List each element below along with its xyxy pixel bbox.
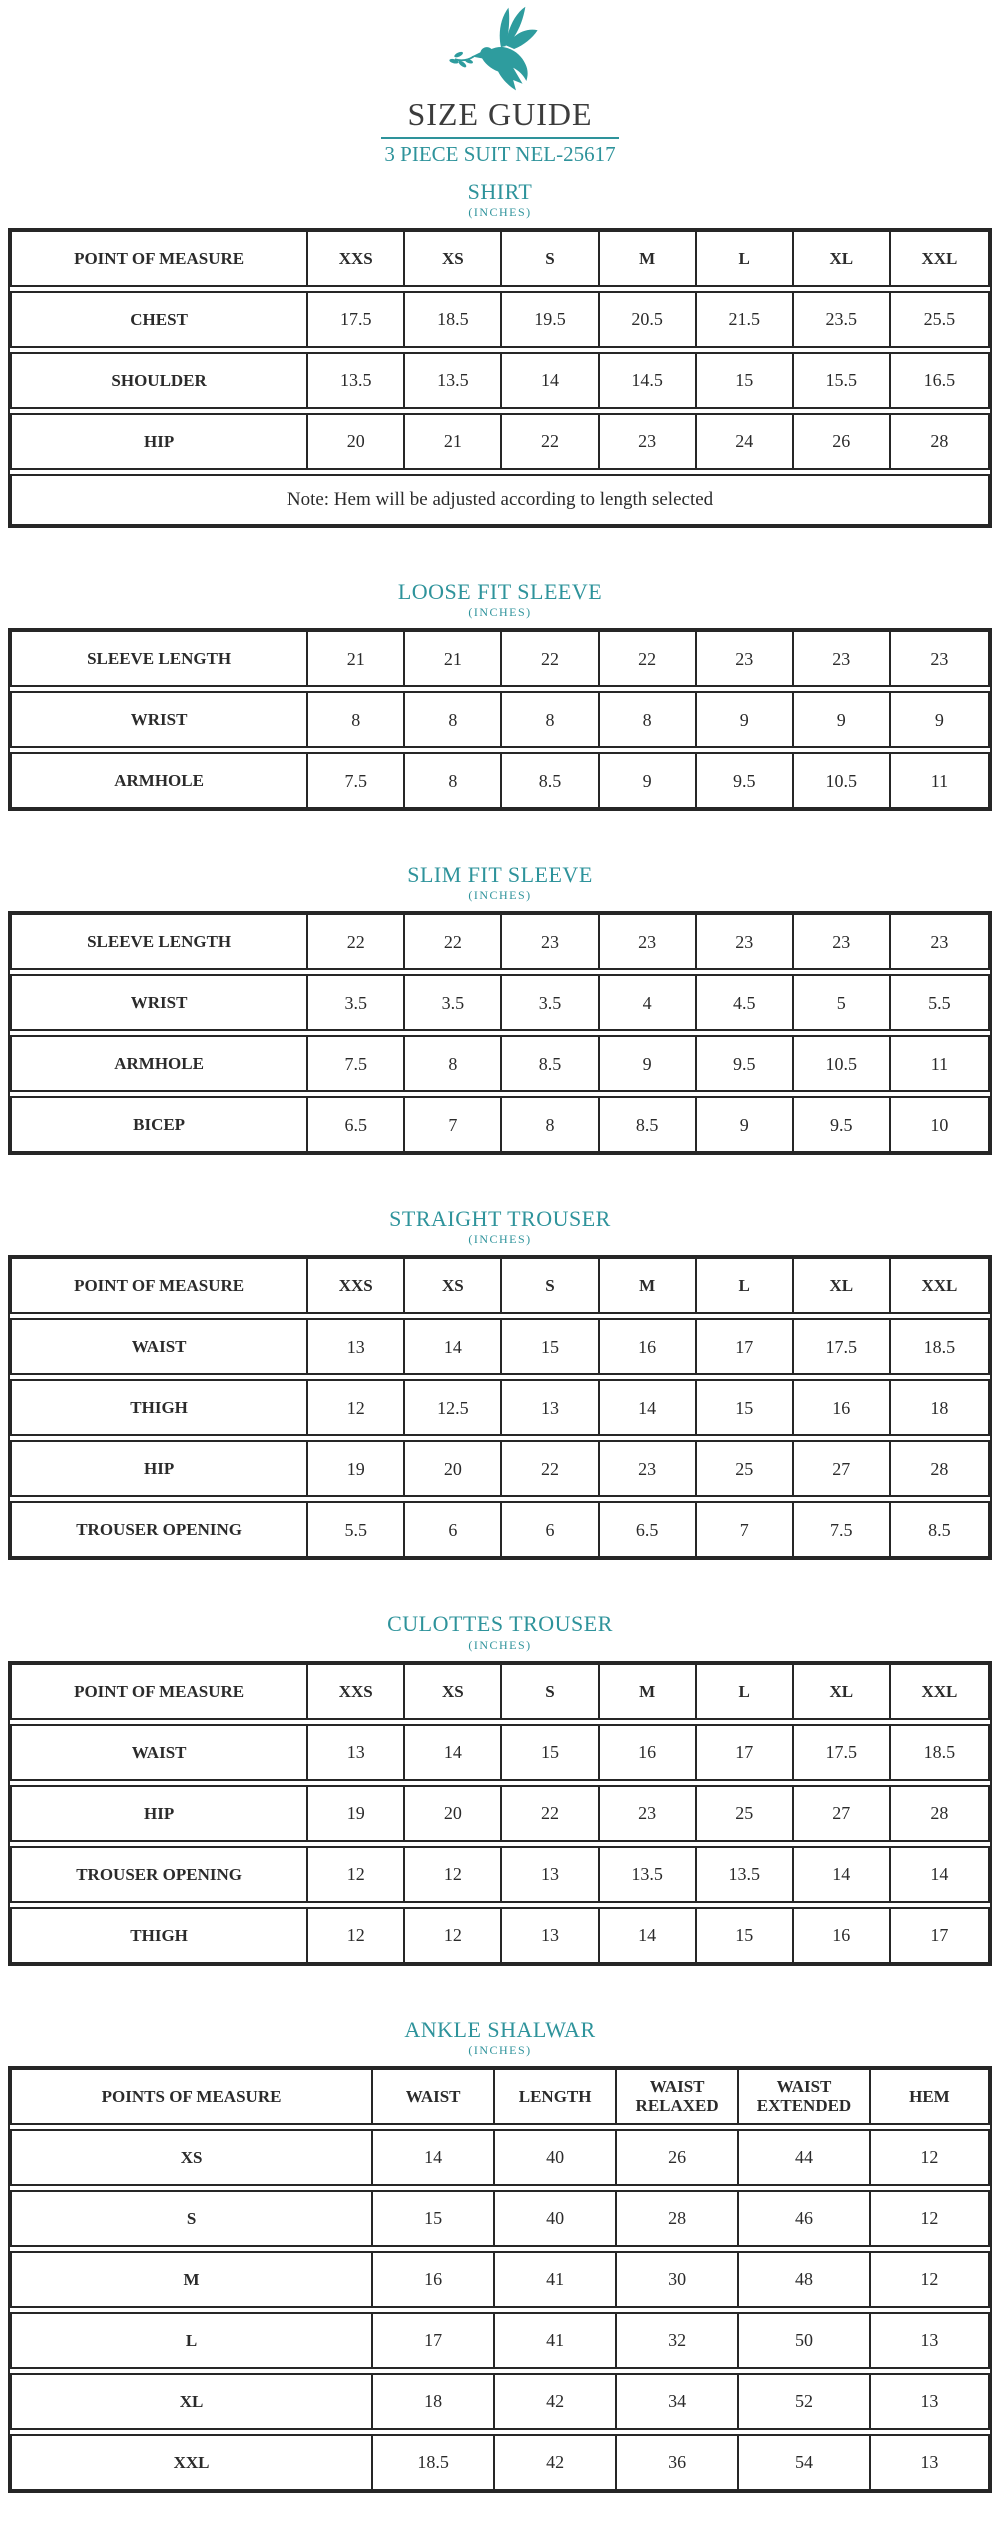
value-cell: 26 xyxy=(617,2131,739,2184)
row-label-cell: THIGH xyxy=(12,1909,308,1962)
culottes-trouser-table xyxy=(8,1661,992,1966)
header-size-cell: XXS xyxy=(308,1665,405,1718)
section-title: STRAIGHT TROUSER xyxy=(389,1206,611,1232)
row-label-cell: ARMHOLE xyxy=(12,754,308,807)
table-row xyxy=(10,352,990,409)
value-cell: 13.5 xyxy=(600,1848,697,1901)
value-cell: 17.5 xyxy=(794,1726,891,1779)
value-cell: 36 xyxy=(617,2436,739,2489)
section-straight-trouser xyxy=(0,1207,1000,1560)
value-cell: 23 xyxy=(697,632,794,685)
header-size-cell: S xyxy=(502,1259,599,1312)
section-title: LOOSE FIT SLEEVE xyxy=(397,578,603,604)
value-cell: 30 xyxy=(617,2253,739,2306)
ankle-shalwar-table xyxy=(8,2066,992,2493)
header-size-cell: WAIST xyxy=(373,2070,495,2123)
row-label-cell: WRIST xyxy=(12,693,308,746)
value-cell: 13 xyxy=(920,2391,939,2412)
value-cell: 5 xyxy=(794,976,891,1029)
header-size-cell: L xyxy=(697,1259,794,1312)
section-shirt xyxy=(0,180,1000,528)
value-cell: 13.5 xyxy=(405,354,502,407)
header-size-cell: XXS xyxy=(308,232,405,285)
header-size-cell: XL xyxy=(794,1665,891,1718)
value-cell: 28 xyxy=(617,2192,739,2245)
value-cell: 7.5 xyxy=(308,1037,405,1090)
value-cell: 11 xyxy=(930,1053,949,1074)
page-subtitle: 3 PIECE SUIT NEL-25617 xyxy=(384,141,616,166)
row-label-cell: S xyxy=(12,2192,373,2245)
value-cell: 20 xyxy=(405,1442,502,1495)
units-label: (INCHES) xyxy=(468,605,532,620)
header-size-cell: LENGTH xyxy=(495,2070,617,2123)
value-cell: 50 xyxy=(739,2314,871,2367)
value-cell: 8.5 xyxy=(502,754,599,807)
value-cell: 46 xyxy=(739,2192,871,2245)
value-cell: 9.5 xyxy=(697,754,794,807)
section-title: ANKLE SHALWAR xyxy=(404,2016,596,2042)
value-cell: 7.5 xyxy=(308,754,405,807)
header-size-cell: S xyxy=(502,1665,599,1718)
header-size-cell: XL xyxy=(794,232,891,285)
value-cell: 23 xyxy=(600,1442,697,1495)
table-row xyxy=(10,691,990,748)
value-cell: 5.5 xyxy=(928,992,951,1013)
row-label-cell: WRIST xyxy=(12,976,308,1029)
table-row xyxy=(10,1035,990,1092)
value-cell: 14 xyxy=(502,354,599,407)
header-size-cell: XS xyxy=(405,232,502,285)
value-cell: 18.5 xyxy=(405,293,502,346)
table-row xyxy=(10,291,990,348)
header-size-cell: XXL xyxy=(921,248,958,268)
value-cell: 23 xyxy=(600,1787,697,1840)
value-cell: 23 xyxy=(600,915,697,968)
value-cell: 5.5 xyxy=(308,1503,405,1556)
dove-olive-branch-icon xyxy=(0,2,1000,98)
value-cell: 12 xyxy=(308,1381,405,1434)
value-cell: 34 xyxy=(617,2375,739,2428)
header-size-cell: XXL xyxy=(921,1276,958,1296)
table-row xyxy=(10,1846,990,1903)
value-cell: 17 xyxy=(697,1726,794,1779)
value-cell: 6 xyxy=(502,1503,599,1556)
value-cell: 17 xyxy=(373,2314,495,2367)
value-cell: 15 xyxy=(502,1320,599,1373)
value-cell: 16.5 xyxy=(923,370,956,391)
value-cell: 13 xyxy=(502,1381,599,1434)
value-cell: 13 xyxy=(502,1909,599,1962)
value-cell: 8.5 xyxy=(928,1519,951,1540)
header-size-cell: XXL xyxy=(921,1681,958,1701)
table-header-row xyxy=(10,1663,990,1720)
straight-trouser-table xyxy=(8,1255,992,1560)
value-cell: 22 xyxy=(502,1787,599,1840)
row-label-cell: XL xyxy=(12,2375,373,2428)
value-cell: 18 xyxy=(373,2375,495,2428)
value-cell: 4.5 xyxy=(697,976,794,1029)
page-title: SIZE GUIDE xyxy=(407,96,593,132)
value-cell: 6.5 xyxy=(308,1098,405,1151)
value-cell: 14.5 xyxy=(600,354,697,407)
value-cell: 14 xyxy=(405,1726,502,1779)
table-row xyxy=(10,2190,990,2247)
header-size-cell: XL xyxy=(794,1259,891,1312)
value-cell: 42 xyxy=(495,2436,617,2489)
value-cell: 27 xyxy=(794,1442,891,1495)
value-cell: 7 xyxy=(697,1503,794,1556)
table-row xyxy=(10,2373,990,2430)
value-cell: 23.5 xyxy=(794,293,891,346)
value-cell: 19.5 xyxy=(502,293,599,346)
row-label-cell: ARMHOLE xyxy=(12,1037,308,1090)
row-label-cell: M xyxy=(12,2253,373,2306)
header-size-cell: WAIST EXTENDED xyxy=(739,2070,871,2123)
header-size-cell: HEM xyxy=(909,2086,950,2106)
value-cell: 52 xyxy=(739,2375,871,2428)
row-label-cell: WAIST xyxy=(12,1320,308,1373)
value-cell: 23 xyxy=(600,415,697,468)
value-cell: 23 xyxy=(794,632,891,685)
value-cell: 16 xyxy=(600,1726,697,1779)
value-cell: 7 xyxy=(405,1098,502,1151)
value-cell: 19 xyxy=(308,1787,405,1840)
value-cell: 40 xyxy=(495,2192,617,2245)
value-cell: 8 xyxy=(502,693,599,746)
table-row xyxy=(10,1907,990,1964)
section-slim-fit-sleeve xyxy=(0,863,1000,1155)
table-row xyxy=(10,913,990,970)
value-cell: 28 xyxy=(930,1803,949,1824)
value-cell: 21.5 xyxy=(697,293,794,346)
table-row xyxy=(10,1724,990,1781)
row-label-cell: HIP xyxy=(12,1442,308,1495)
units-label: (INCHES) xyxy=(468,1232,532,1247)
units-label: (INCHES) xyxy=(468,1637,532,1652)
table-row xyxy=(10,1785,990,1842)
value-cell: 21 xyxy=(405,632,502,685)
value-cell: 9 xyxy=(934,709,944,730)
value-cell: 28 xyxy=(930,431,949,452)
title-underline xyxy=(381,137,619,139)
value-cell: 22 xyxy=(308,915,405,968)
value-cell: 25 xyxy=(697,1442,794,1495)
row-label-cell: SHOULDER xyxy=(12,354,308,407)
value-cell: 9.5 xyxy=(794,1098,891,1151)
value-cell: 8 xyxy=(502,1098,599,1151)
value-cell: 3.5 xyxy=(405,976,502,1029)
value-cell: 15 xyxy=(697,354,794,407)
row-label-cell: L xyxy=(12,2314,373,2367)
value-cell: 15.5 xyxy=(794,354,891,407)
value-cell: 12 xyxy=(920,2269,939,2290)
table-header-row xyxy=(10,230,990,287)
value-cell: 8 xyxy=(405,693,502,746)
value-cell: 12 xyxy=(308,1909,405,1962)
value-cell: 23 xyxy=(697,915,794,968)
section-culottes-trouser xyxy=(0,1612,1000,1965)
value-cell: 17.5 xyxy=(794,1320,891,1373)
value-cell: 16 xyxy=(600,1320,697,1373)
table-row xyxy=(10,630,990,687)
value-cell: 14 xyxy=(600,1381,697,1434)
note-row xyxy=(10,474,990,526)
value-cell: 13.5 xyxy=(697,1848,794,1901)
value-cell: 18.5 xyxy=(373,2436,495,2489)
value-cell: 44 xyxy=(739,2131,871,2184)
value-cell: 15 xyxy=(697,1381,794,1434)
section-title: SLIM FIT SLEEVE xyxy=(407,862,593,888)
value-cell: 22 xyxy=(502,415,599,468)
value-cell: 15 xyxy=(502,1726,599,1779)
table-row xyxy=(10,2434,990,2491)
value-cell: 12 xyxy=(920,2208,939,2229)
header-size-cell: XXS xyxy=(308,1259,405,1312)
value-cell: 12 xyxy=(308,1848,405,1901)
value-cell: 42 xyxy=(495,2375,617,2428)
row-label-cell: TROUSER OPENING xyxy=(12,1848,308,1901)
table-row xyxy=(10,1096,990,1153)
header-size-cell: XS xyxy=(405,1665,502,1718)
value-cell: 10.5 xyxy=(794,1037,891,1090)
row-label-cell: HIP xyxy=(12,415,308,468)
row-label-cell: XXL xyxy=(12,2436,373,2489)
row-label-cell: BICEP xyxy=(12,1098,308,1151)
value-cell: 21 xyxy=(308,632,405,685)
header-label-cell: POINT OF MEASURE xyxy=(12,1259,308,1312)
value-cell: 13 xyxy=(308,1726,405,1779)
value-cell: 18.5 xyxy=(923,1336,956,1357)
section-title: CULOTTES TROUSER xyxy=(387,1611,613,1637)
value-cell: 13 xyxy=(920,2452,939,2473)
value-cell: 11 xyxy=(930,770,949,791)
value-cell: 23 xyxy=(794,915,891,968)
value-cell: 16 xyxy=(373,2253,495,2306)
value-cell: 13 xyxy=(308,1320,405,1373)
header-size-cell: M xyxy=(600,232,697,285)
table-row xyxy=(10,413,990,470)
table-row xyxy=(10,2312,990,2369)
value-cell: 22 xyxy=(600,632,697,685)
value-cell: 9 xyxy=(697,1098,794,1151)
section-loose-fit-sleeve xyxy=(0,580,1000,811)
header-label-cell: POINT OF MEASURE xyxy=(12,232,308,285)
value-cell: 16 xyxy=(794,1909,891,1962)
value-cell: 17 xyxy=(930,1925,949,1946)
units-label: (INCHES) xyxy=(468,2042,532,2057)
slim-fit-sleeve-table xyxy=(8,911,992,1155)
header-size-cell: XS xyxy=(405,1259,502,1312)
value-cell: 20.5 xyxy=(600,293,697,346)
value-cell: 8.5 xyxy=(600,1098,697,1151)
value-cell: 14 xyxy=(930,1864,949,1885)
value-cell: 13 xyxy=(502,1848,599,1901)
value-cell: 22 xyxy=(502,632,599,685)
row-label-cell: CHEST xyxy=(12,293,308,346)
value-cell: 40 xyxy=(495,2131,617,2184)
value-cell: 27 xyxy=(794,1787,891,1840)
value-cell: 6.5 xyxy=(600,1503,697,1556)
value-cell: 15 xyxy=(373,2192,495,2245)
section-title: SHIRT xyxy=(467,178,533,204)
row-label-cell: TROUSER OPENING xyxy=(12,1503,308,1556)
row-label-cell: XS xyxy=(12,2131,373,2184)
value-cell: 17.5 xyxy=(308,293,405,346)
loose-fit-sleeve-table xyxy=(8,628,992,811)
value-cell: 21 xyxy=(405,415,502,468)
value-cell: 28 xyxy=(930,1458,949,1479)
value-cell: 7.5 xyxy=(794,1503,891,1556)
brand-header xyxy=(0,0,1000,166)
value-cell: 8 xyxy=(405,754,502,807)
header-size-cell: L xyxy=(697,1665,794,1718)
value-cell: 17 xyxy=(697,1320,794,1373)
value-cell: 3.5 xyxy=(308,976,405,1029)
table-header-row xyxy=(10,2068,990,2125)
value-cell: 9 xyxy=(794,693,891,746)
value-cell: 8.5 xyxy=(502,1037,599,1090)
header-size-cell: S xyxy=(502,232,599,285)
table-row xyxy=(10,1501,990,1558)
value-cell: 23 xyxy=(930,931,949,952)
header-size-cell: WAIST RELAXED xyxy=(617,2070,739,2123)
value-cell: 10 xyxy=(930,1114,949,1135)
value-cell: 8 xyxy=(600,693,697,746)
value-cell: 12 xyxy=(920,2147,939,2168)
value-cell: 20 xyxy=(405,1787,502,1840)
value-cell: 14 xyxy=(794,1848,891,1901)
value-cell: 4 xyxy=(600,976,697,1029)
value-cell: 14 xyxy=(405,1320,502,1373)
table-row xyxy=(10,2251,990,2308)
table-row xyxy=(10,1318,990,1375)
value-cell: 41 xyxy=(495,2253,617,2306)
value-cell: 23 xyxy=(502,915,599,968)
value-cell: 8 xyxy=(308,693,405,746)
value-cell: 14 xyxy=(600,1909,697,1962)
header-label-cell: POINT OF MEASURE xyxy=(12,1665,308,1718)
value-cell: 19 xyxy=(308,1442,405,1495)
value-cell: 25.5 xyxy=(923,309,956,330)
value-cell: 3.5 xyxy=(502,976,599,1029)
value-cell: 13.5 xyxy=(308,354,405,407)
value-cell: 25 xyxy=(697,1787,794,1840)
header-size-cell: M xyxy=(600,1259,697,1312)
value-cell: 6 xyxy=(405,1503,502,1556)
units-label: (INCHES) xyxy=(468,204,532,219)
value-cell: 22 xyxy=(405,915,502,968)
value-cell: 20 xyxy=(308,415,405,468)
value-cell: 22 xyxy=(502,1442,599,1495)
header-label-cell: POINTS OF MEASURE xyxy=(12,2070,373,2123)
value-cell: 48 xyxy=(739,2253,871,2306)
table-row xyxy=(10,974,990,1031)
value-cell: 18.5 xyxy=(923,1742,956,1763)
value-cell: 18 xyxy=(930,1397,949,1418)
note-text: Note: Hem will be adjusted according to length selected xyxy=(286,489,714,511)
row-label-cell: SLEEVE LENGTH xyxy=(12,915,308,968)
row-label-cell: SLEEVE LENGTH xyxy=(12,632,308,685)
value-cell: 23 xyxy=(930,648,949,669)
value-cell: 13 xyxy=(920,2330,939,2351)
value-cell: 41 xyxy=(495,2314,617,2367)
value-cell: 12 xyxy=(405,1848,502,1901)
shirt-size-table xyxy=(8,228,992,528)
value-cell: 16 xyxy=(794,1381,891,1434)
value-cell: 9.5 xyxy=(697,1037,794,1090)
value-cell: 26 xyxy=(794,415,891,468)
value-cell: 9 xyxy=(697,693,794,746)
value-cell: 9 xyxy=(600,754,697,807)
row-label-cell: WAIST xyxy=(12,1726,308,1779)
table-row xyxy=(10,1379,990,1436)
value-cell: 8 xyxy=(405,1037,502,1090)
row-label-cell: HIP xyxy=(12,1787,308,1840)
value-cell: 12.5 xyxy=(405,1381,502,1434)
value-cell: 54 xyxy=(739,2436,871,2489)
value-cell: 32 xyxy=(617,2314,739,2367)
header-size-cell: M xyxy=(600,1665,697,1718)
table-row xyxy=(10,1440,990,1497)
table-row xyxy=(10,752,990,809)
row-label-cell: THIGH xyxy=(12,1381,308,1434)
section-ankle-shalwar xyxy=(0,2018,1000,2493)
value-cell: 15 xyxy=(697,1909,794,1962)
table-row xyxy=(10,2129,990,2186)
header-size-cell: L xyxy=(697,232,794,285)
value-cell: 14 xyxy=(373,2131,495,2184)
value-cell: 9 xyxy=(600,1037,697,1090)
value-cell: 12 xyxy=(405,1909,502,1962)
units-label: (INCHES) xyxy=(468,888,532,903)
value-cell: 10.5 xyxy=(794,754,891,807)
table-header-row xyxy=(10,1257,990,1314)
value-cell: 24 xyxy=(697,415,794,468)
